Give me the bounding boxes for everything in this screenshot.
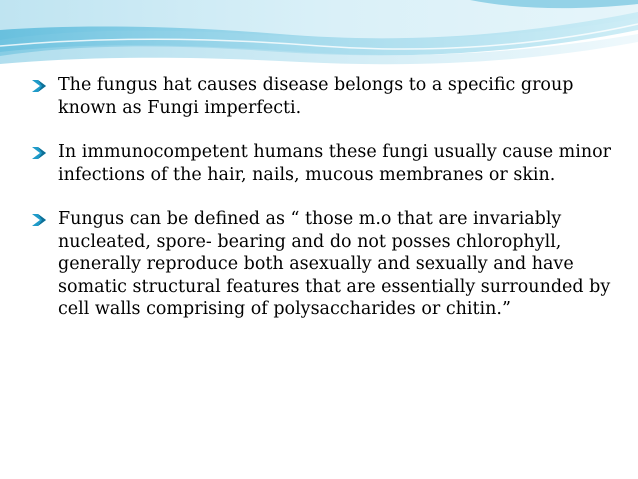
- bullet-text: The fungus hat causes disease belongs to a specific group known as Fungi imperfecti.: [58, 75, 574, 118]
- header-wave-decoration: [0, 0, 638, 80]
- bullet-item: [32, 141, 617, 186]
- bullet-item: [32, 208, 617, 321]
- bullet-text: In immunocompetent humans these fungi usually cause minor infections of the hair, nails, mucous membranes or skin.: [58, 142, 612, 185]
- bullet-text: Fungus can be defined as “ those m.o that are invariably nucleated, spore- bearing and do not posses chlorophyll, generally reproduce both asexually and sexually and have somatic structural features that are essentially surrounded by cell walls comprising of polysaccharides or chitin.”: [58, 209, 611, 319]
- slide-body: [32, 74, 617, 343]
- bullet-item: [32, 74, 617, 119]
